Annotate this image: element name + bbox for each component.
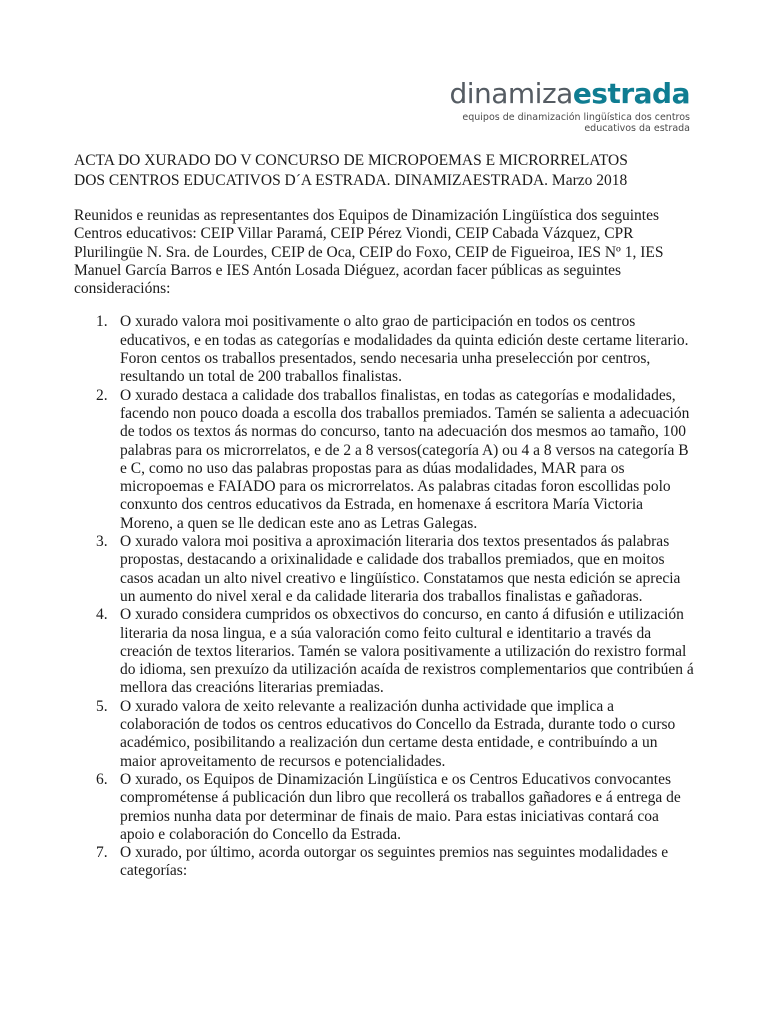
list-item <box>74 698 696 771</box>
intro-paragraph: Reunidos e reunidas as representantes dos Equipos de Dinamización Lingüística dos seguintes Centros educativos: CEIP Villar Paramá, CEIP Pérez Viondi, CEIP Cabada Vázquez, CPR Plurilingüe N. Sra. de Lourdes, CEIP de Oca, CEIP do Foxo, CEIP de Figueiroa, IES Nº 1, IES Manuel García Barros e IES Antón Losada Diéguez, acordan facer públicas as seguintes consideracións: <box>74 207 664 298</box>
logo-word-part1: dinamiza <box>449 77 573 110</box>
list-item-text: O xurado destaca a calidade dos traballos finalistas, en todas as categorías e modalidades, facendo non pouco doada a escolla dos traballos premiados. Tamén se salienta a adecuación de todos os textos ás normas do concurso, tanto na adecuación dos mesmos ao tamaño, 100 palabras para os microrrelatos, e de 2 a 8 versos(categoría A) ou 4 a 8 versos na categoría B e C, como no uso das palabras propostas para as dúas modalidades, MAR para os micropoemas e FAIADO para os microrrelatos. As palabras citadas foron escollidas polo conxunto dos centros educativos da Estrada, en homenaxe á escritora María Victoria Moreno, a quen se lle dedican este ano as Letras Galegas. <box>120 386 690 532</box>
list-item-text: O xurado, por último, acorda outorgar os seguintes premios nas seguintes modalidades e categorías: <box>120 844 669 880</box>
dinamizaestrada-logo <box>449 78 690 134</box>
list-item-number: 3. <box>96 533 108 551</box>
considerations-list <box>74 313 696 880</box>
list-item <box>74 313 696 386</box>
list-item-text: O xurado considera cumpridos os obxectivos do concurso, en canto á difusión e utilización literaria da nosa lingua, e a súa valoración como feito cultural e identitario a través da creación de textos literarios. Tamén se valora positivamente a utilización do rexistro formal do idioma, sen prexuízo da utilización acaída de rexistros complementarios que contribúen á mellora das creacións literarias premiadas. <box>120 606 694 697</box>
document-title <box>74 151 696 191</box>
list-item-number: 5. <box>96 697 108 715</box>
list-item <box>74 533 696 606</box>
title-line-2: DOS CENTROS EDUCATIVOS D´A ESTRADA. DINAMIZAESTRADA. Marzo 2018 <box>74 172 628 189</box>
list-item-text: O xurado valora de xeito relevante a realización dunha actividade que implica a colaboración de todos os centros educativos do Concello da Estrada, durante todo o curso académico, posibilitando a realización dun certame desta entidade, e contribuíndo a un maior aproveitamento de recursos e potencialidades. <box>120 697 676 770</box>
list-item <box>74 844 696 881</box>
list-item-text: O xurado, os Equipos de Dinamización Lingüística e os Centros Educativos convocantes comprométense á publicación dun libro que recollerá os traballos gañadores e á entrega de premios nunha data por determinar de finais de maio. Para estas iniciativas contará coa apoio e colaboración do Concello da Estrada. <box>120 770 681 843</box>
list-item-text: O xurado valora moi positiva a aproximación literaria dos textos presentados ás palabras propostas, destacando a orixinalidade e calidade dos traballos premiados, que en moitos casos acadan un alto nivel creativo e lingüístico. Constatamos que nesta edición se aprecia un aumento do nivel xeral e da calidade literaria dos traballos finalistas e gañadoras. <box>120 533 681 605</box>
list-item <box>74 606 696 697</box>
list-item <box>74 387 696 533</box>
logo-subtitle-line2: educativos da estrada <box>584 123 690 134</box>
list-item-number: 6. <box>96 770 108 788</box>
title-line-1: ACTA DO XURADO DO V CONCURSO DE MICROPOEMAS E MICRORRELATOS <box>74 152 628 169</box>
list-item-text: O xurado valora moi positivamente o alto grao de participación en todos os centros educativos, e en todas as categorías e modalidades da quinta edición deste certame literario. Foron centos os traballos presentados, sendo necesaria unha preselección por centros, resultando un total de 200 traballos finalistas. <box>120 313 689 386</box>
list-item-number: 7. <box>96 844 108 862</box>
document-content <box>74 151 696 881</box>
logo-wordmark <box>449 78 690 110</box>
logo-subtitle-line1: equipos de dinamización lingüística dos centros <box>462 112 690 123</box>
list-item-number: 2. <box>96 386 108 404</box>
list-item-number: 4. <box>96 606 108 624</box>
logo-word-part2: estrada <box>572 77 690 110</box>
list-item-number: 1. <box>96 313 108 331</box>
list-item <box>74 771 696 844</box>
